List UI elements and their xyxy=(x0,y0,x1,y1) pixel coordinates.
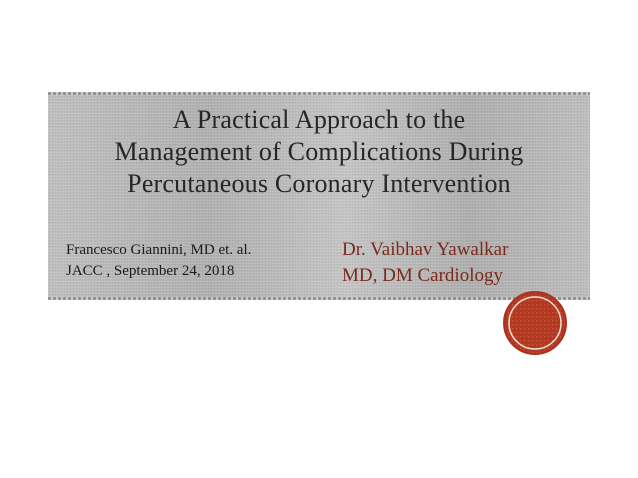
citation-journal-date: JACC , September 24, 2018 xyxy=(66,263,235,279)
presenter-info xyxy=(342,237,508,289)
red-textured-circle-icon xyxy=(502,290,568,356)
slide-title-line-3: Percutaneous Coronary Intervention xyxy=(127,169,511,198)
band-top-edge xyxy=(48,92,590,95)
citation-authors: Francesco Giannini, MD et. al. xyxy=(66,242,252,258)
slide-title-line-1: A Practical Approach to the xyxy=(172,105,466,134)
slide-title xyxy=(48,104,590,200)
presenter-credentials: MD, DM Cardiology xyxy=(342,265,503,286)
presenter-name: Dr. Vaibhav Yawalkar xyxy=(342,239,509,260)
slide-title-line-2: Management of Complications During xyxy=(114,137,524,166)
source-citation xyxy=(66,240,251,282)
